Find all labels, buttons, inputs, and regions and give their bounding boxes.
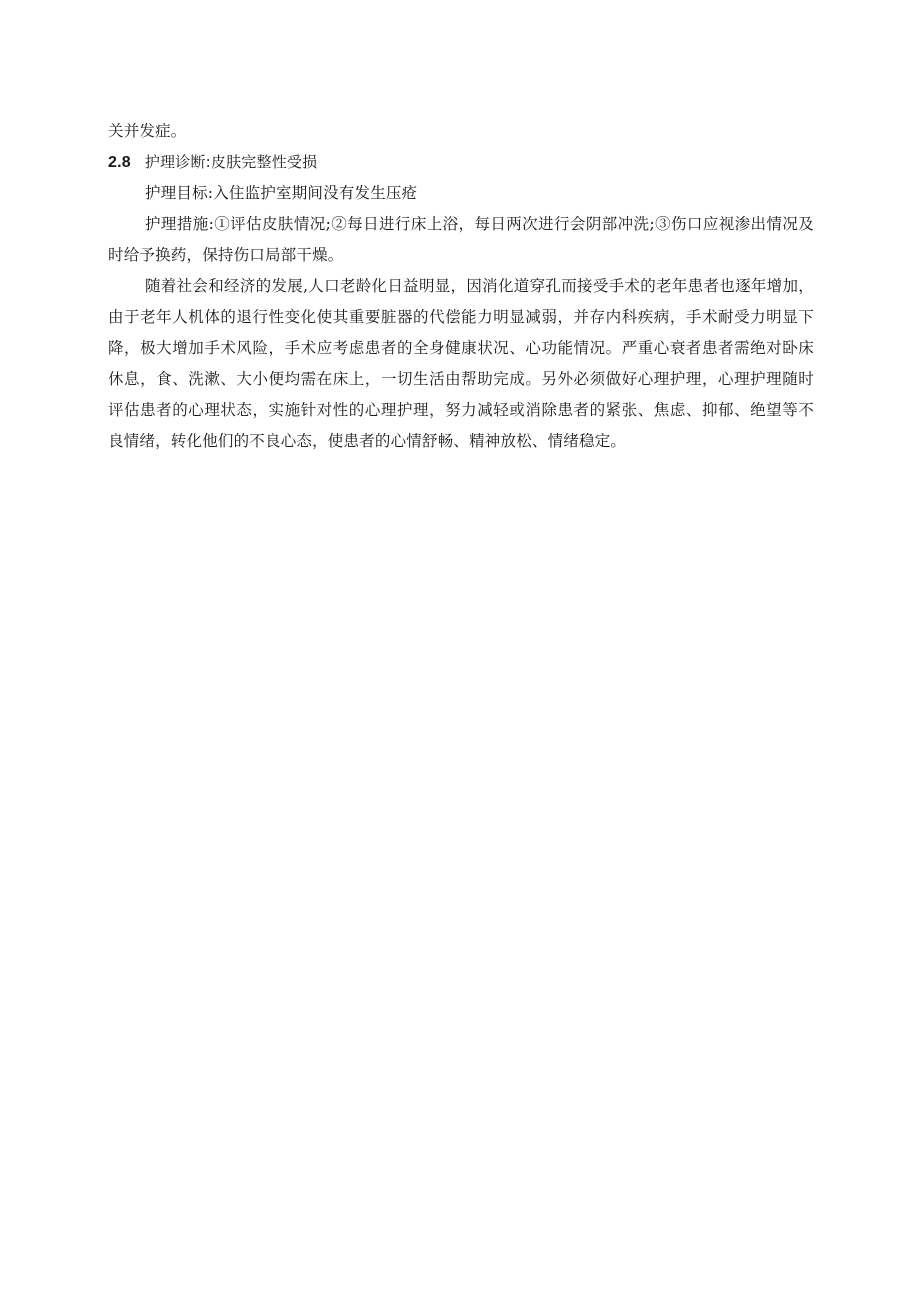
nursing-goal-paragraph: 护理目标:入住监护室期间没有发生压疮 [145, 184, 418, 202]
section-title: 护理诊断:皮肤完整性受损 [144, 153, 318, 171]
discussion-paragraph: 随着社会和经济的发展,人口老龄化日益明显，因消化道穿孔而接受手术的老年患者也逐年增加，由于老年人机体的退行性变化使其重要脏器的代偿能力明显减弱，并存内科疾病，手术耐受力明显下降，极大增加手术风险，手术应考虑患者的全身健康状况、心功能情况。严重心衰者患者需绝对卧床休息，食、洗漱、大小便均需在床上，一切生活由帮助完成。另外必须做好心理护理，心理护理随时评估患者的心理状态，实施针对性的心理护理，努力减轻或消除患者的紧张、焦虑、抑郁、绝望等不良情绪，转化他们的不良心态，使患者的心情舒畅、精神放松、情绪稳定。 [108, 277, 814, 450]
section-number: 2.8 [108, 154, 131, 171]
section-heading [108, 147, 814, 178]
nursing-measures-paragraph: 护理措施:①评估皮肤情况;②每日进行床上浴，每日两次进行会阴部冲洗;③伤口应视渗出情况及时给予换药，保持伤口局部干燥。 [108, 215, 814, 264]
document-body [108, 116, 814, 457]
continuation-paragraph: 关并发症。 [108, 122, 187, 140]
